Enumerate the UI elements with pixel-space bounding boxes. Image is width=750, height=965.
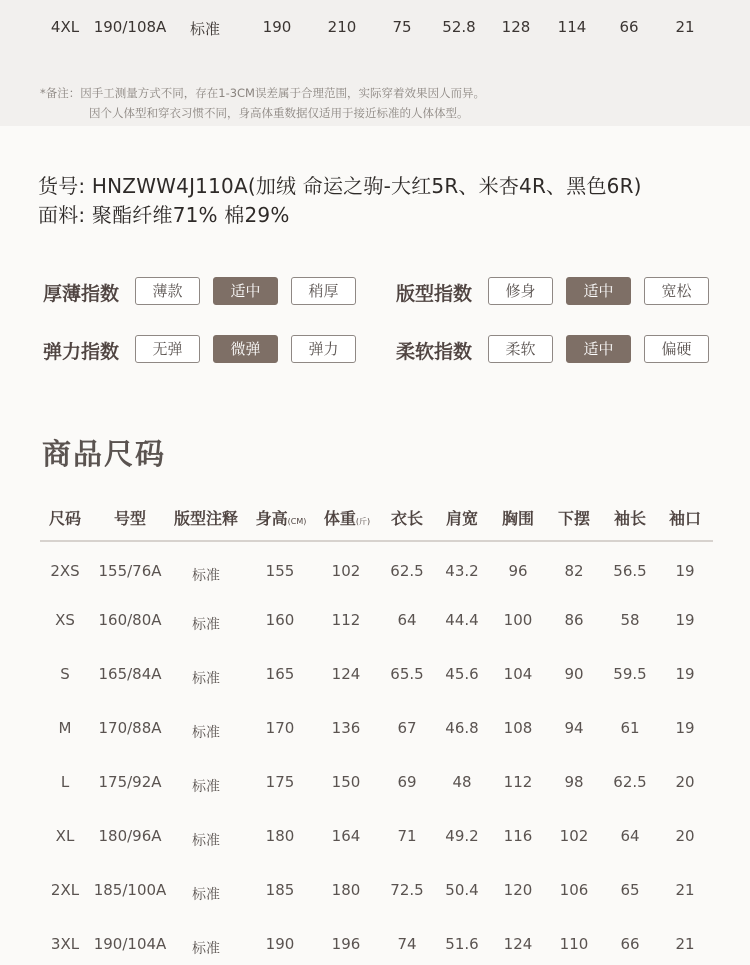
cell-chest: 120: [503, 881, 533, 899]
header-shoulder: 肩宽: [445, 509, 479, 528]
header-length: 衣长: [390, 509, 424, 528]
cell-model: 180/96A: [98, 827, 162, 845]
header-weight-unit: (斤): [355, 517, 371, 526]
chip-fit-regular: 适中: [566, 277, 631, 305]
cell-cuff: 21: [675, 18, 695, 36]
cell-size: 3XL: [50, 935, 80, 953]
cell-sleeve: 64: [620, 827, 640, 845]
cell-height: 180: [265, 827, 295, 845]
table-row: [0, 562, 750, 592]
cell-cuff: 21: [675, 881, 695, 899]
cell-sleeve: 59.5: [613, 665, 647, 683]
cell-length: 74: [397, 935, 417, 953]
header-sleeve: 袖长: [613, 509, 647, 528]
cell-hem: 82: [564, 562, 584, 580]
cell-hem: 106: [559, 881, 589, 899]
cell-chest: 100: [503, 611, 533, 629]
cell-weight: 124: [331, 665, 361, 683]
header-fit: 版型注释: [173, 509, 239, 528]
cell-shoulder: 48: [452, 773, 472, 791]
cell-length: 62.5: [390, 562, 424, 580]
cell-fit: 标准: [192, 887, 220, 903]
cell-weight: 102: [331, 562, 361, 580]
header-divider: [40, 540, 713, 542]
cell-fit: 标准: [192, 568, 220, 584]
cell-cuff: 19: [675, 719, 695, 737]
cell-model: 175/92A: [98, 773, 162, 791]
cell-height: 190: [265, 935, 295, 953]
cell-hem: 114: [557, 18, 587, 36]
cell-weight: 164: [331, 827, 361, 845]
header-height-label: 身高: [255, 509, 288, 528]
table-row-4xl: [0, 0, 750, 58]
chip-elasticity-none: 无弹: [135, 335, 200, 363]
cell-sleeve: 62.5: [613, 773, 647, 791]
note-line-1: *备注：因手工测量方式不同，存在1-3CM误差属于合理范围，实际穿着效果因人而异。: [40, 86, 485, 100]
note-line-2: 因个人体型和穿衣习惯不同，身高体重数据仅适用于接近标准的人体体型。: [89, 106, 469, 120]
cell-sleeve: 66: [619, 18, 639, 36]
chip-fit-slim: 修身: [488, 277, 553, 305]
cell-length: 71: [397, 827, 417, 845]
cell-model: 160/80A: [98, 611, 162, 629]
cell-chest: 108: [503, 719, 533, 737]
cell-hem: 90: [564, 665, 584, 683]
header-cuff: 袖口: [668, 509, 702, 528]
cell-weight: 196: [331, 935, 361, 953]
chip-elasticity-slight: 微弹: [213, 335, 278, 363]
cell-model: 170/88A: [98, 719, 162, 737]
cell-sleeve: 65: [620, 881, 640, 899]
cell-model: 155/76A: [98, 562, 162, 580]
size-chart-title: 商品尺码: [42, 437, 167, 471]
cell-height: 170: [265, 719, 295, 737]
cell-sleeve: 66: [620, 935, 640, 953]
cell-cuff: 20: [675, 827, 695, 845]
cell-hem: 98: [564, 773, 584, 791]
cell-sleeve: 58: [620, 611, 640, 629]
chip-fit-loose: 宽松: [644, 277, 709, 305]
cell-chest: 112: [503, 773, 533, 791]
header-weight: [324, 506, 370, 529]
cell-cuff: 19: [675, 611, 695, 629]
index-label-elasticity: 弹力指数: [43, 341, 120, 363]
cell-size: S: [60, 665, 70, 683]
header-height: [256, 506, 307, 529]
chip-softness-hard: 偏硬: [644, 335, 709, 363]
cell-size: XL: [55, 827, 75, 845]
header-height-unit: (CM): [287, 517, 307, 526]
cell-shoulder: 44.4: [445, 611, 479, 629]
cell-fit: 标准: [192, 833, 220, 849]
index-label-softness: 柔软指数: [396, 341, 473, 363]
cell-length: 72.5: [390, 881, 424, 899]
cell-cuff: 20: [675, 773, 695, 791]
cell-fit: 标准: [192, 617, 220, 633]
cell-weight: 210: [327, 18, 357, 36]
cell-height: 190: [262, 18, 292, 36]
cell-height: 165: [265, 665, 295, 683]
chip-thickness-medium: 适中: [213, 277, 278, 305]
cell-fit: 标准: [192, 941, 220, 957]
cell-chest: 96: [508, 562, 528, 580]
cell-weight: 180: [331, 881, 361, 899]
cell-shoulder: 46.8: [445, 719, 479, 737]
cell-chest: 116: [503, 827, 533, 845]
cell-size: M: [58, 719, 72, 737]
cell-chest: 124: [503, 935, 533, 953]
cell-shoulder: 51.6: [445, 935, 479, 953]
cell-model: 190/108A: [93, 18, 167, 36]
cell-chest: 104: [503, 665, 533, 683]
cell-length: 69: [397, 773, 417, 791]
cell-sleeve: 61: [620, 719, 640, 737]
cell-cuff: 21: [675, 935, 695, 953]
cell-model: 190/104A: [93, 935, 167, 953]
cell-size: 2XL: [50, 881, 80, 899]
table-row: [0, 881, 750, 911]
cell-cuff: 19: [675, 562, 695, 580]
cell-fit: 标准: [192, 725, 220, 741]
cell-weight: 112: [331, 611, 361, 629]
cell-height: 185: [265, 881, 295, 899]
cell-length: 67: [397, 719, 417, 737]
index-label-fit: 版型指数: [396, 283, 473, 305]
cell-fit: 标准: [192, 779, 220, 795]
cell-height: 175: [265, 773, 295, 791]
cell-fit: 标准: [192, 671, 220, 687]
cell-hem: 102: [559, 827, 589, 845]
cell-shoulder: 45.6: [445, 665, 479, 683]
cell-hem: 86: [564, 611, 584, 629]
header-hem: 下摆: [557, 509, 591, 528]
header-weight-label: 体重: [323, 509, 356, 528]
chip-softness-soft: 柔软: [488, 335, 553, 363]
cell-weight: 150: [331, 773, 361, 791]
cell-fit: 标准: [189, 20, 221, 38]
cell-height: 155: [265, 562, 295, 580]
chip-elasticity-stretch: 弹力: [291, 335, 356, 363]
fabric-composition: 面料: 聚酯纤维71% 棉29%: [38, 203, 290, 227]
cell-shoulder: 49.2: [445, 827, 479, 845]
cell-length: 75: [392, 18, 412, 36]
chip-thickness-thick: 稍厚: [291, 277, 356, 305]
cell-height: 160: [265, 611, 295, 629]
chip-thickness-thin: 薄款: [135, 277, 200, 305]
table-row: [0, 665, 750, 695]
cell-size: 4XL: [50, 18, 80, 36]
cell-cuff: 19: [675, 665, 695, 683]
header-model: 号型: [113, 509, 147, 528]
cell-hem: 94: [564, 719, 584, 737]
cell-chest: 128: [501, 18, 531, 36]
cell-size: XS: [55, 611, 75, 629]
cell-model: 165/84A: [98, 665, 162, 683]
cell-size: 2XS: [50, 562, 80, 580]
table-row: [0, 611, 750, 641]
cell-length: 64: [397, 611, 417, 629]
index-label-thickness: 厚薄指数: [43, 283, 120, 305]
cell-length: 65.5: [390, 665, 424, 683]
table-row: [0, 719, 750, 749]
header-size: 尺码: [48, 509, 82, 528]
cell-hem: 110: [559, 935, 589, 953]
chip-softness-medium: 适中: [566, 335, 631, 363]
cell-size: L: [60, 773, 70, 791]
cell-model: 185/100A: [93, 881, 167, 899]
measurement-note: [40, 83, 485, 123]
cell-weight: 136: [331, 719, 361, 737]
cell-shoulder: 52.8: [442, 18, 476, 36]
table-row: [0, 773, 750, 803]
item-number: 货号: HNZWW4J110A(加绒 命运之驹-大红5R、米杏4R、黑色6R): [38, 174, 642, 198]
table-row: [0, 935, 750, 965]
header-chest: 胸围: [501, 509, 535, 528]
table-row: [0, 827, 750, 857]
cell-sleeve: 56.5: [613, 562, 647, 580]
cell-shoulder: 50.4: [445, 881, 479, 899]
cell-shoulder: 43.2: [445, 562, 479, 580]
